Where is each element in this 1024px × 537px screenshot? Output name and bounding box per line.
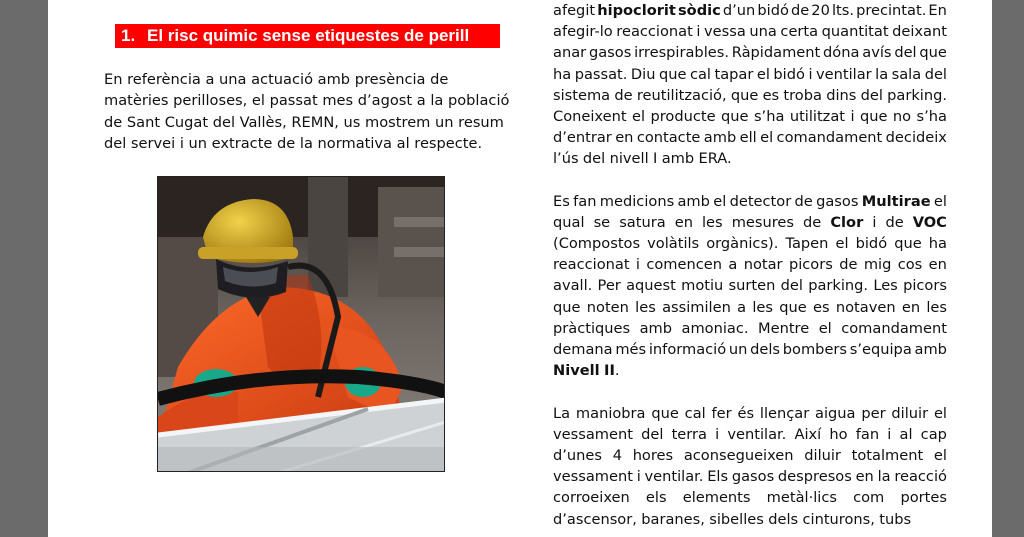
word: s’ha <box>916 107 947 125</box>
word: dels <box>768 510 799 528</box>
word: del <box>780 277 803 295</box>
section-number: 1. <box>121 26 136 45</box>
word: passat. <box>574 65 628 83</box>
word: anar <box>553 44 587 62</box>
word: que <box>779 298 807 316</box>
word: de <box>885 213 904 231</box>
word: Clor <box>830 213 864 231</box>
word: com <box>853 489 885 507</box>
word: que <box>859 107 888 125</box>
word: del <box>860 86 883 104</box>
word: VOC <box>912 213 947 231</box>
word: despresos <box>777 468 852 486</box>
word: notaven <box>835 298 896 316</box>
word: ha <box>928 235 947 253</box>
word: ERA. <box>698 150 732 168</box>
word: el <box>933 192 947 210</box>
intro-line: matèries perilloses, el passat mes d’agost a la població <box>104 92 510 110</box>
word: ell <box>739 129 757 147</box>
word: es <box>813 298 830 316</box>
word: i <box>850 107 855 125</box>
word: que <box>658 65 687 83</box>
word: bombers <box>782 341 848 358</box>
word: hores <box>632 446 674 464</box>
word: fer <box>711 404 732 422</box>
text-line <box>553 318 947 339</box>
word: amb <box>661 150 695 168</box>
word: picors <box>788 256 833 274</box>
intro-line: de Sant Cugat del Vallès, REMN, us mostrem un resum <box>104 113 504 131</box>
word: vessament <box>553 425 633 443</box>
word: En <box>928 2 947 19</box>
paragraph-1 <box>553 0 947 170</box>
word: baranes, <box>641 510 705 528</box>
word: deixant <box>892 23 947 41</box>
word: medicions <box>599 192 675 210</box>
word: a <box>737 298 747 316</box>
word: cal <box>689 65 711 83</box>
word: ha <box>553 65 572 83</box>
word: qual <box>553 213 585 231</box>
word: precintat. <box>856 2 927 19</box>
word: llençar <box>759 404 810 422</box>
word: Ràpidament <box>731 44 821 62</box>
word: que <box>721 107 749 125</box>
word: contacte <box>636 129 701 147</box>
section-title: El risc quimic sense etiquestes de perill <box>147 26 470 45</box>
word: reaccionat <box>616 23 693 41</box>
word: que <box>730 86 759 104</box>
word: comandament <box>841 319 947 337</box>
word: mesures <box>731 213 794 231</box>
word: decideix <box>885 129 947 147</box>
word: utilitzat <box>789 107 846 125</box>
word: que <box>651 404 679 422</box>
text-line <box>553 403 947 424</box>
word: assimilen <box>662 298 731 316</box>
word: al <box>899 425 913 443</box>
word: motiu <box>681 277 724 295</box>
word: en <box>928 256 947 274</box>
word: en <box>901 298 921 316</box>
word: amb <box>914 341 947 358</box>
word: sala <box>891 65 922 83</box>
word: bidó <box>855 235 888 253</box>
word: bidó <box>757 2 789 19</box>
text-line <box>553 127 947 148</box>
word: del <box>924 65 947 83</box>
word: Es <box>553 192 570 210</box>
text-line <box>553 21 947 42</box>
word: maniobra <box>575 404 646 422</box>
word: portes <box>900 489 947 507</box>
word: de <box>790 2 810 19</box>
text-line <box>553 106 947 127</box>
word: les <box>752 298 773 316</box>
word: de <box>614 86 633 104</box>
word: avall. <box>553 277 593 295</box>
word: Diu <box>630 65 656 83</box>
word: pràctiques <box>553 319 631 337</box>
word: d’un <box>722 2 756 19</box>
word: avís <box>862 44 892 62</box>
word: quantitat <box>821 23 889 41</box>
word: detector <box>729 192 792 210</box>
word: sistema <box>553 86 611 104</box>
word: bidó <box>773 65 805 83</box>
word: que <box>919 44 947 62</box>
word: que <box>553 298 581 316</box>
word: no <box>892 107 912 125</box>
word: gasos <box>816 192 859 210</box>
word: en <box>855 468 874 486</box>
word: de <box>803 213 822 231</box>
word: Multirae <box>861 192 931 210</box>
word: corroeixen <box>553 489 630 507</box>
word: vessa <box>704 23 746 41</box>
viewer-margin <box>992 0 1024 537</box>
text-line <box>553 212 947 233</box>
word: Nivell <box>553 362 600 380</box>
word: comencen <box>646 256 723 274</box>
section-heading <box>115 24 500 48</box>
word: dels <box>750 341 781 358</box>
text-line <box>553 0 947 21</box>
word: noten <box>586 298 629 316</box>
word: tapar <box>714 65 754 83</box>
word: afegir-lo <box>553 23 613 41</box>
word: el <box>713 192 727 210</box>
paragraph-2 <box>553 191 947 382</box>
word: reacció <box>894 468 947 486</box>
word: producte <box>650 107 716 125</box>
word: del <box>894 44 917 62</box>
word: Així <box>794 425 822 443</box>
word: més <box>615 341 647 358</box>
word: d’unes <box>553 446 602 464</box>
word: reutilització, <box>636 86 727 104</box>
word: aquest <box>626 277 676 295</box>
word: del <box>582 150 606 168</box>
word: irrespirables. <box>634 44 729 62</box>
word: amb <box>703 129 737 147</box>
word: ventilar. <box>727 425 787 443</box>
word: aconsegueixen <box>683 446 794 464</box>
word: Mentre <box>758 319 810 337</box>
text-line <box>553 360 947 381</box>
word: de <box>839 256 858 274</box>
word: el <box>631 107 646 125</box>
text-line <box>553 424 947 445</box>
word: certa <box>780 23 819 41</box>
word: amb <box>639 319 673 337</box>
word: les <box>635 298 656 316</box>
firefighter-image <box>158 177 445 472</box>
word: i <box>635 256 640 274</box>
text-line <box>553 509 947 530</box>
word: gasos <box>731 468 775 486</box>
word: notar <box>743 256 783 274</box>
word: les <box>702 213 723 231</box>
text-line <box>553 148 947 169</box>
word: en <box>674 213 693 231</box>
word: gasos <box>588 44 632 62</box>
word: picors <box>903 277 947 295</box>
word: ho <box>829 425 848 443</box>
word: afegit <box>553 2 596 19</box>
word: i <box>872 213 877 231</box>
word: s’equipa <box>849 341 912 358</box>
word: cal <box>684 404 706 422</box>
word: per <box>861 404 886 422</box>
word: de <box>794 192 813 210</box>
word: II. <box>604 362 620 380</box>
word: s’ha <box>753 107 785 125</box>
word: 20 <box>811 2 830 19</box>
paragraph-3 <box>553 403 947 530</box>
text-line <box>553 487 947 508</box>
word: orgànics). <box>706 235 779 253</box>
word: totalment <box>851 446 924 464</box>
word: a <box>728 256 738 274</box>
word: diluir <box>804 446 841 464</box>
text-line <box>553 339 947 360</box>
word: el <box>933 404 947 422</box>
word: satura <box>619 213 666 231</box>
word: fan <box>855 425 880 443</box>
word: la <box>875 65 889 83</box>
word: Per <box>597 277 621 295</box>
word: comandament <box>776 129 883 147</box>
word: i <box>808 65 813 83</box>
text-line <box>553 466 947 487</box>
word: demana <box>553 341 613 358</box>
word: i <box>887 425 892 443</box>
word: parking. <box>808 277 869 295</box>
text-line <box>553 191 947 212</box>
text-line <box>553 275 947 296</box>
word: I <box>653 150 658 168</box>
intro-line: En referència a una actuació amb presència de <box>104 71 449 88</box>
word: metàl·lics <box>766 489 837 507</box>
word: es <box>762 86 780 104</box>
word: d’entrar <box>553 129 612 147</box>
word: la <box>877 468 891 486</box>
word: se <box>593 213 611 231</box>
word: el <box>835 235 849 253</box>
word: dins <box>826 86 857 104</box>
word: cos <box>897 256 923 274</box>
word: elements <box>682 489 751 507</box>
word: cap <box>920 425 947 443</box>
word: 4 <box>612 446 622 464</box>
intro-paragraph <box>104 69 510 155</box>
text-line <box>553 42 947 63</box>
word: i <box>715 425 720 443</box>
word: parking. <box>887 86 947 104</box>
word: ventilar <box>816 65 872 83</box>
word: hipoclorit <box>597 2 676 19</box>
word: terra <box>671 425 707 443</box>
intro-line: del servei i un extracte de la normativa al respecte. <box>104 135 483 153</box>
word: Els <box>707 468 729 486</box>
word: el <box>933 446 947 464</box>
text-line <box>553 85 947 106</box>
word: mig <box>863 256 892 274</box>
right-column-text <box>553 0 947 530</box>
word: en <box>615 129 634 147</box>
firefighter-photo <box>157 176 445 472</box>
word: els <box>645 489 667 507</box>
word: troba <box>783 86 822 104</box>
word: tubs <box>879 510 912 528</box>
word: i <box>636 468 641 486</box>
word: amoniac. <box>681 319 749 337</box>
word: cinturons, <box>802 510 875 528</box>
word: l’ús <box>553 150 579 168</box>
word: Coneixent <box>553 107 627 125</box>
word: nivell <box>609 150 649 168</box>
word: del <box>641 425 664 443</box>
word: amb <box>677 192 710 210</box>
word: el <box>756 65 770 83</box>
word: és <box>737 404 755 422</box>
word: fan <box>573 192 597 210</box>
word: aigua <box>815 404 856 422</box>
word: el <box>760 129 774 147</box>
word: lts. <box>831 2 854 19</box>
word: volàtils <box>647 235 700 253</box>
word: Les <box>873 277 898 295</box>
word: les <box>926 298 947 316</box>
word: ventilar. <box>644 468 704 486</box>
text-line <box>553 445 947 466</box>
word: una <box>749 23 777 41</box>
word: sòdic <box>678 2 721 19</box>
word: i <box>696 23 701 41</box>
word: La <box>553 404 571 422</box>
text-line <box>553 64 947 85</box>
word: el <box>818 319 832 337</box>
word: Tapen <box>785 235 829 253</box>
word: dóna <box>823 44 860 62</box>
word: un <box>728 341 748 358</box>
word: sibelles <box>709 510 764 528</box>
word: informació <box>648 341 727 358</box>
word: vessament <box>553 468 633 486</box>
word: (Compostos <box>553 235 641 253</box>
text-line <box>553 254 947 275</box>
word: d’ascensor, <box>553 510 637 528</box>
word: surten <box>728 277 776 295</box>
word: reaccionat <box>553 256 630 274</box>
word: que <box>894 235 922 253</box>
word: diluir <box>891 404 929 422</box>
text-line <box>553 233 947 254</box>
text-line <box>553 297 947 318</box>
